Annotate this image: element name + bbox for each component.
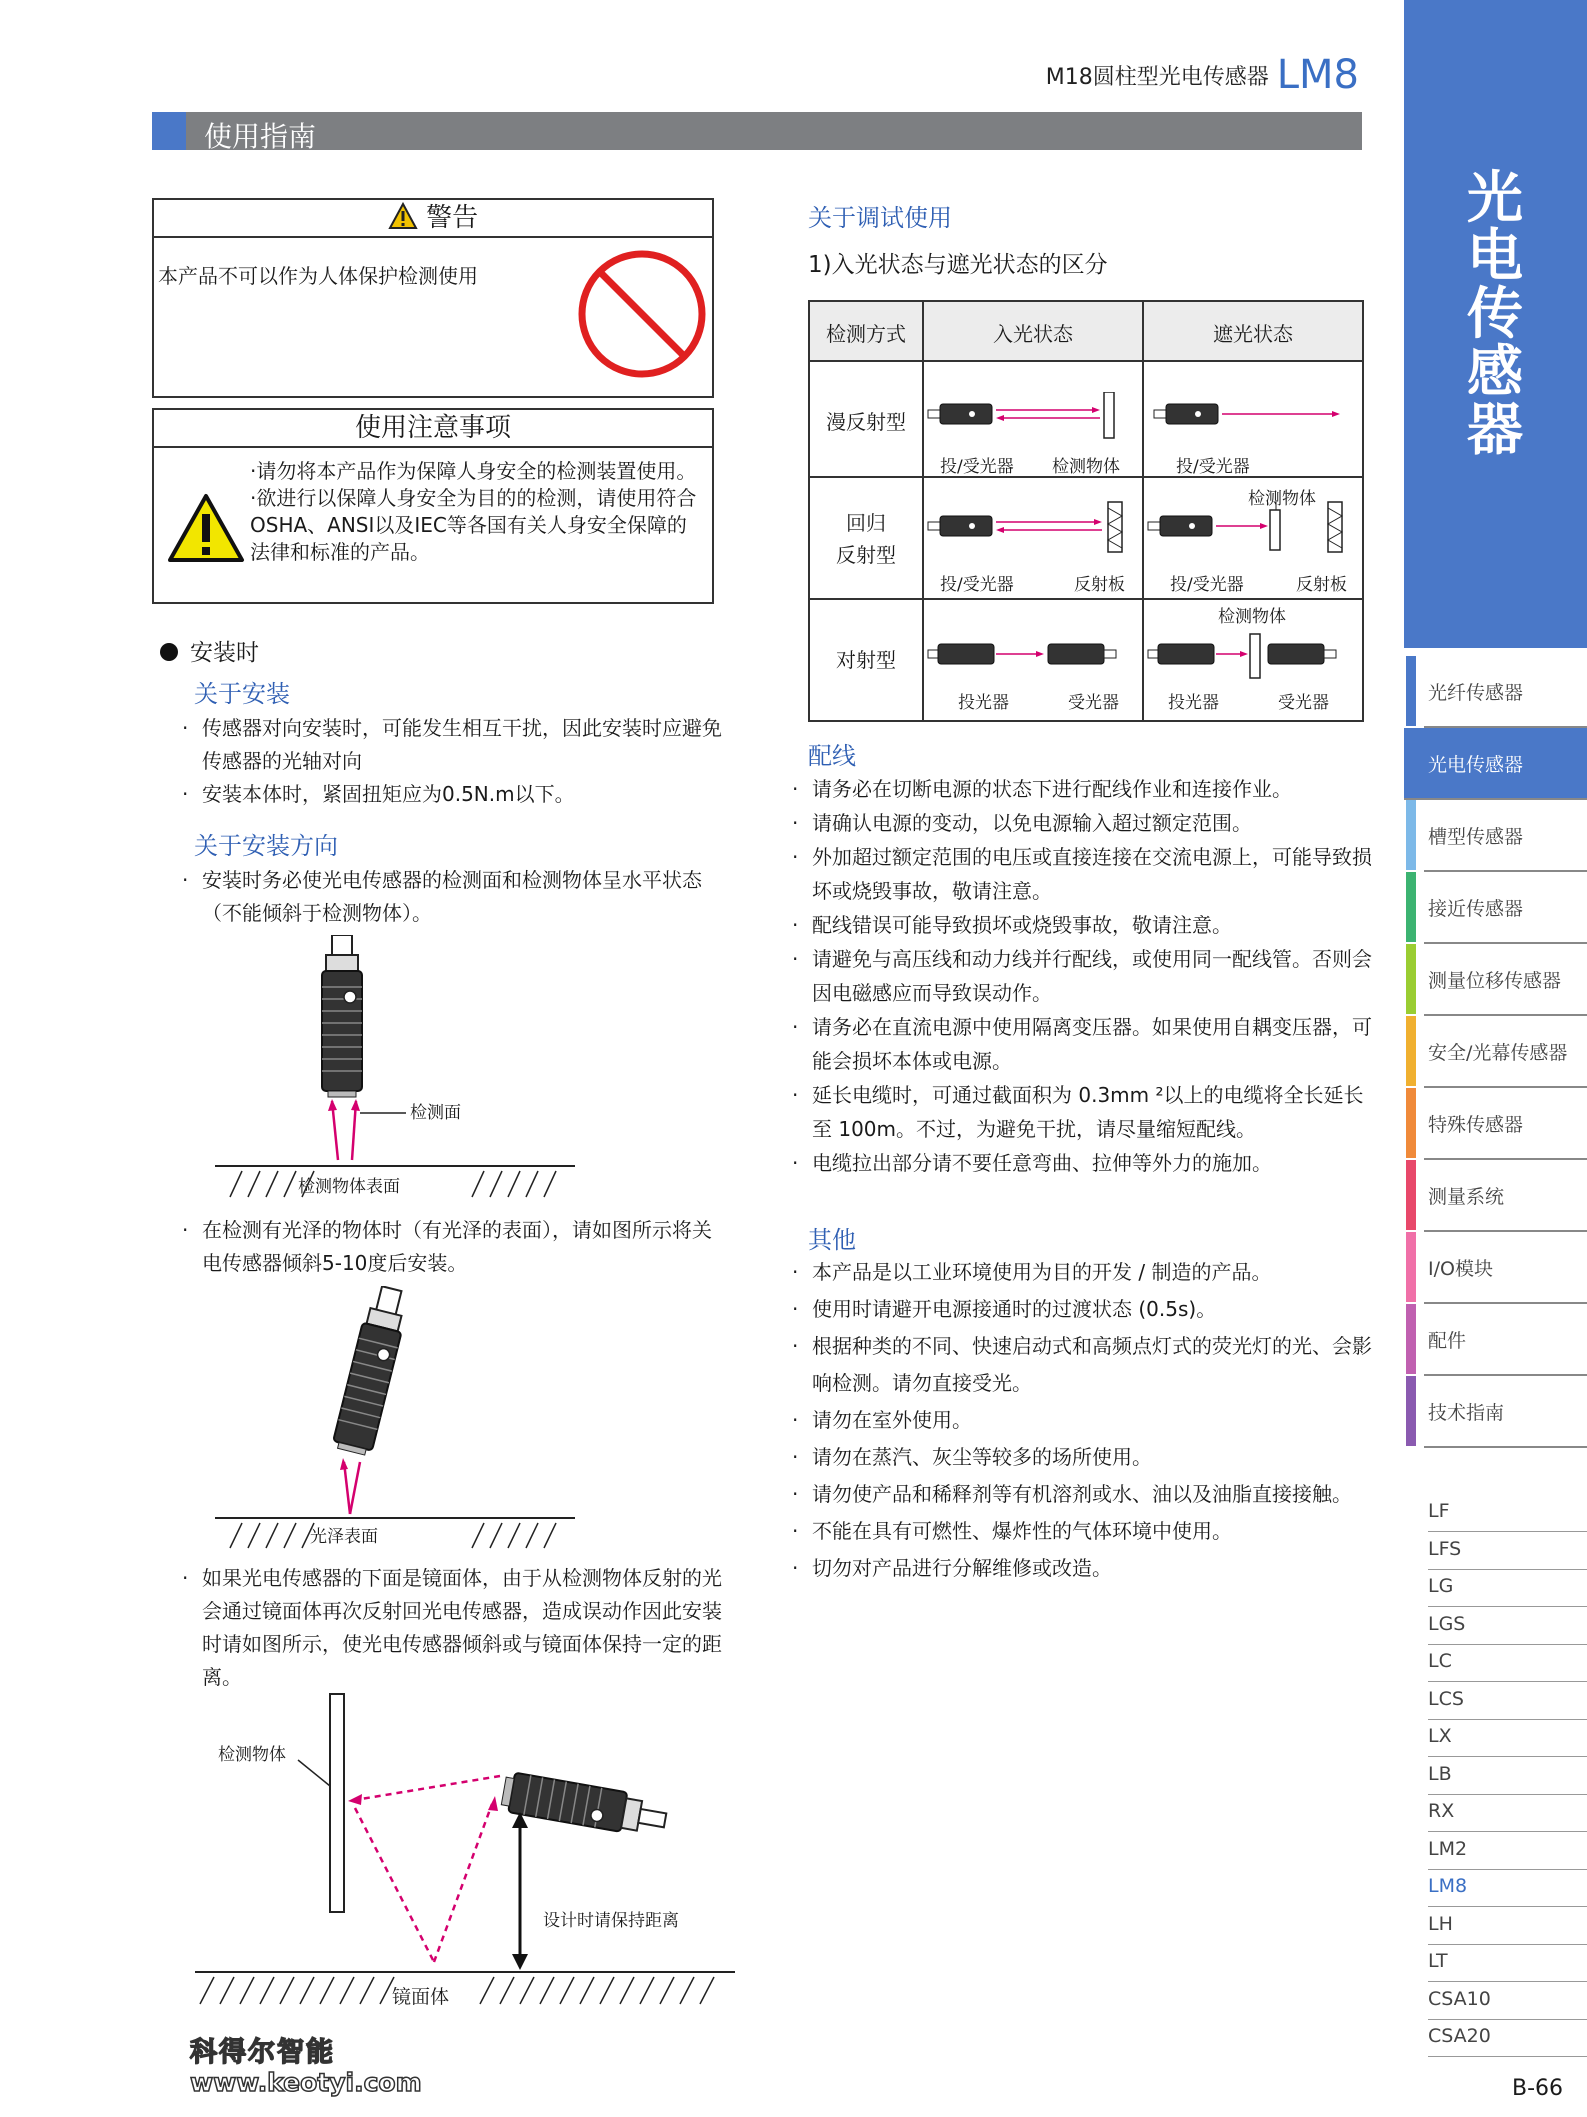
row-through-on-label-1: 投光器 xyxy=(958,693,1009,713)
other-list: · 本产品是以工业环境使用为目的开发 / 制造的产品。 · 使用时请避开电源接通时的过渡状态 (0.5s)。 · 根据种类的不同、快速启动式和高频点灯式的荧光灯的光、会影响检测。请勿直接受光。 · 请勿在室外使用。 · 请勿在蒸汽、灰尘等较多的场所使用。 · 请勿使产品和稀释剂等有机溶剂或水、油以及油脂直接接触。 · 不能在具有可燃性、爆炸性的气体环境中使用。 · 切勿对产品进行分解维修或改造。 xyxy=(792,1254,1376,1587)
sidebar-model-label: LF xyxy=(1428,1500,1450,1522)
row-through-off-label-1: 投光器 xyxy=(1168,693,1219,713)
sidebar-model-label: LG xyxy=(1428,1575,1454,1597)
through-on-diagram xyxy=(924,634,1142,674)
warning-triangle-icon xyxy=(388,202,418,230)
caution-icon xyxy=(166,492,246,564)
sidebar-model-label: LM8 xyxy=(1428,1875,1468,1897)
row-through-on-label-2: 受光器 xyxy=(1068,693,1119,713)
sidebar-category-item[interactable] xyxy=(1424,944,1587,1016)
model-name: LM8 xyxy=(1276,52,1359,98)
other-item-2: 使用时请避开电源接通时的过渡状态 (0.5s)。 xyxy=(812,1297,1217,1321)
other-item-3: 根据种类的不同、快速启动式和高频点灯式的荧光灯的光、会影响检测。请勿直接受光。 xyxy=(812,1334,1372,1395)
page-number: B-66 xyxy=(1512,2076,1564,2101)
bullet-dot-icon xyxy=(160,643,178,661)
fig1-label-face: 检测面 xyxy=(410,1103,461,1123)
caution-item-2: ·欲进行以保障人身安全为目的的检测，请使用符合OSHA、ANSI以及IEC等各国有关人身安全保障的法律和标准的产品。 xyxy=(250,486,697,564)
diffuse-off-diagram xyxy=(1144,392,1362,442)
warning-box xyxy=(152,198,714,398)
sidebar-model-label: CSA20 xyxy=(1428,2025,1491,2047)
sidebar-category-label: 光电传感器 xyxy=(1428,754,1524,776)
category-band-title: 光电传感器 xyxy=(1467,166,1523,463)
fig3-label-distance: 设计时请保持距离 xyxy=(543,1911,679,1931)
warning-title: 警告 xyxy=(426,203,479,233)
other-item-8: 切勿对产品进行分解维修或改造。 xyxy=(812,1556,1112,1580)
through-off-diagram xyxy=(1144,624,1362,684)
row-retro-off-label-1: 投/受光器 xyxy=(1170,575,1244,595)
category-color-stripe xyxy=(1406,800,1416,870)
sidebar-model-label: LB xyxy=(1428,1762,1452,1785)
sidebar-category-label: I/O模块 xyxy=(1428,1258,1493,1280)
sidebar-category-label: 接近传感器 xyxy=(1428,898,1524,920)
sidebar-model-item[interactable] xyxy=(1428,1982,1587,2020)
watermark-url: www.keotyi.com xyxy=(190,2068,422,2097)
retro-off-diagram xyxy=(1144,498,1362,558)
install-mirror-item: 如果光电传感器的下面是镜面体，由于从检测物体反射的光会通过镜面体再次反射回光电传感器，造成误动作因此安装时请如图所示，使光电传感器倾斜或与镜面体保持一定的距离。 xyxy=(202,1566,722,1689)
header-product-title xyxy=(1046,52,1359,98)
sidebar-model-label: LFS xyxy=(1428,1537,1462,1560)
other-item-6: 请勿使产品和稀释剂等有机溶剂或水、油以及油脂直接接触。 xyxy=(812,1482,1352,1506)
fig1-label-surface: 检测物体表面 xyxy=(298,1177,400,1197)
sidebar-model-item[interactable] xyxy=(1428,2019,1587,2057)
diffuse-on-diagram xyxy=(924,392,1142,442)
category-color-stripe xyxy=(1406,1232,1416,1302)
fig2-label: 光泽表面 xyxy=(310,1527,378,1547)
sidebar-category-item[interactable] xyxy=(1424,1376,1587,1448)
row-diffuse-method: 漫反射型 xyxy=(826,410,906,434)
wiring-item-3: 外加超过额定范围的电压或直接连接在交流电源上，可能导致损坏或烧毁事故，敬请注意。 xyxy=(812,845,1372,903)
row-through-method: 对射型 xyxy=(836,648,896,672)
section-title: 使用指南 xyxy=(204,120,317,153)
sidebar-category-label: 槽型传感器 xyxy=(1428,826,1524,848)
row-retro-method: 回归 反射型 xyxy=(836,511,896,567)
wiring-list: · 请务必在切断电源的状态下进行配线作业和连接作业。 · 请确认电源的变动，以免电源输入超过额定范围。 · 外加超过额定范围的电压或直接连接在交流电源上，可能导致损坏或烧毁事故，敬请注意。 · 配线错误可能导致损坏或烧毁事故，敬请注意。 · 请避免与高压线和动力线并行配线，或使用同一配线管。否则会因电磁感应而导致误动作。 · 请务必在直流电源中使用隔离变压器。如果使用自耦变压器，可能会损坏本体或电源。 · 延长电缆时，可通过截面积为 0.3mm ²以上的电缆将全长延长至 100m。不过，为避免干扰，请尽量缩短配线。 · 电缆拉出部分请不要任意弯曲、拉伸等外力的施加。 xyxy=(792,772,1376,1180)
sidebar-model-item[interactable] xyxy=(1428,1907,1587,1945)
sidebar-model-item[interactable] xyxy=(1428,1757,1587,1795)
row-through-off-top: 检测物体 xyxy=(1218,607,1286,627)
sidebar-model-label: LM2 xyxy=(1428,1837,1468,1860)
sidebar-model-item[interactable] xyxy=(1428,1532,1587,1570)
other-item-4: 请勿在室外使用。 xyxy=(812,1408,972,1432)
sidebar-category-item[interactable] xyxy=(1424,1304,1587,1376)
install-item-2: 安装本体时，紧固扭矩应为0.5N.m以下。 xyxy=(202,782,575,806)
debug-heading: 关于调试使用 xyxy=(808,204,952,232)
sidebar-category-item[interactable] xyxy=(1424,656,1587,728)
install-item-1: 传感器对向安装时，可能发生相互干扰，因此安装时应避免传感器的光轴对向 xyxy=(202,716,722,773)
sidebar-model-label: LH xyxy=(1428,1912,1453,1935)
sidebar-model-item[interactable] xyxy=(1428,1607,1587,1645)
sidebar-category-label: 技术指南 xyxy=(1428,1402,1505,1424)
category-color-stripe xyxy=(1406,1160,1416,1230)
install-heading: 安装时 xyxy=(190,640,259,666)
row-retro-off-top: 检测物体 xyxy=(1248,489,1316,509)
sidebar-model-item[interactable] xyxy=(1428,1494,1587,1532)
other-item-7: 不能在具有可燃性、爆炸性的气体环境中使用。 xyxy=(812,1519,1232,1543)
other-item-1: 本产品是以工业环境使用为目的开发 / 制造的产品。 xyxy=(812,1260,1272,1284)
watermark-name: 科得尔智能 xyxy=(190,2037,335,2068)
sidebar-model-item[interactable] xyxy=(1428,1644,1587,1682)
mode-table xyxy=(808,300,1364,722)
sidebar-model-item[interactable] xyxy=(1428,1569,1587,1607)
sidebar-category-item[interactable] xyxy=(1424,1016,1587,1088)
category-color-stripe xyxy=(1406,656,1416,726)
sidebar-model-item[interactable] xyxy=(1428,1794,1587,1832)
wiring-item-8: 电缆拉出部分请不要任意弯曲、拉伸等外力的施加。 xyxy=(812,1151,1272,1175)
prohibition-icon xyxy=(574,246,710,382)
install-sub1: 关于安装 xyxy=(194,680,290,708)
sidebar-model-label: LT xyxy=(1428,1950,1448,1972)
section-bar xyxy=(152,112,1362,153)
warning-text: 本产品不可以作为人体保护检测使用 xyxy=(158,264,478,288)
fig3-label-object: 检测物体 xyxy=(218,1745,286,1765)
category-color-stripe xyxy=(1406,872,1416,942)
row-through-off-label-2: 受光器 xyxy=(1278,693,1329,713)
sidebar-category-label: 安全/光幕传感器 xyxy=(1428,1042,1568,1064)
wiring-item-4: 配线错误可能导致损坏或烧毁事故，敬请注意。 xyxy=(812,913,1232,937)
row-retro-off-label-2: 反射板 xyxy=(1296,575,1347,595)
caution-box xyxy=(152,408,714,604)
sidebar-category-label: 特殊传感器 xyxy=(1428,1114,1524,1136)
table-header-off: 遮光状态 xyxy=(1213,322,1293,346)
wiring-item-2: 请确认电源的变动，以免电源输入超过额定范围。 xyxy=(812,811,1252,835)
sidebar-category-label: 光纤传感器 xyxy=(1428,682,1524,704)
wiring-item-5: 请避免与高压线和动力线并行配线，或使用同一配线管。否则会因电磁感应而导致误动作。 xyxy=(812,947,1372,1005)
sidebar-model-label: LCS xyxy=(1428,1687,1464,1710)
row-retro-on-label-1: 投/受光器 xyxy=(940,575,1014,595)
sidebar-model-item[interactable] xyxy=(1428,1832,1587,1870)
wiring-item-6: 请务必在直流电源中使用隔离变压器。如果使用自耦变压器，可能会损坏本体或电源。 xyxy=(812,1015,1372,1073)
sidebar-model-label: LX xyxy=(1428,1725,1452,1747)
sidebar-category-item[interactable] xyxy=(1404,728,1587,800)
other-item-5: 请勿在蒸汽、灰尘等较多的场所使用。 xyxy=(812,1445,1152,1469)
sidebar-category-item[interactable] xyxy=(1424,1088,1587,1160)
sidebar-category-label: 测量位移传感器 xyxy=(1428,970,1562,992)
sidebar-category-item[interactable] xyxy=(1424,1160,1587,1232)
table-header-method: 检测方式 xyxy=(826,322,906,346)
install-direction-item: 安装时务必使光电传感器的检测面和检测物体呈水平状态（不能倾斜于检测物体）。 xyxy=(202,868,702,925)
sidebar-model-label: LGS xyxy=(1428,1612,1466,1635)
category-color-stripe xyxy=(1406,944,1416,1014)
sidebar-model-label: CSA10 xyxy=(1428,1987,1491,2010)
figure-tilted-sensor xyxy=(210,1286,580,1556)
figure-mirror xyxy=(190,1690,740,2010)
caution-item-1: ·请勿将本产品作为保障人身安全的检测装置使用。 xyxy=(250,459,697,483)
other-heading: 其他 xyxy=(808,1226,856,1254)
debug-subheading: 1)入光状态与遮光状态的区分 xyxy=(808,252,1108,278)
wiring-item-1: 请务必在切断电源的状态下进行配线作业和连接作业。 xyxy=(812,777,1292,801)
table-header-on: 入光状态 xyxy=(993,322,1073,346)
sidebar-category-item[interactable] xyxy=(1424,1232,1587,1304)
row-diffuse-off-label-1: 投/受光器 xyxy=(1176,457,1250,477)
wiring-item-7: 延长电缆时，可通过截面积为 0.3mm ²以上的电缆将全长延长至 100m。不过，为避免干扰，请尽量缩短配线。 xyxy=(812,1083,1364,1141)
product-name: M18圆柱型光电传感器 xyxy=(1045,65,1269,90)
sidebar-model-item[interactable] xyxy=(1428,1944,1587,1982)
row-diffuse-on-label-2: 检测物体 xyxy=(1052,457,1120,477)
figure-vertical-sensor xyxy=(210,935,580,1205)
sidebar-model-item[interactable] xyxy=(1428,1869,1587,1907)
retro-on-diagram xyxy=(924,498,1142,558)
row-diffuse-on-label-1: 投/受光器 xyxy=(940,457,1014,477)
sidebar-model-item[interactable] xyxy=(1428,1719,1587,1757)
category-color-stripe xyxy=(1406,1016,1416,1086)
sidebar-category-label: 配件 xyxy=(1428,1330,1467,1352)
sidebar-model-label: LC xyxy=(1428,1650,1452,1672)
category-color-stripe xyxy=(1406,1088,1416,1158)
wiring-heading: 配线 xyxy=(808,742,856,770)
install-gloss-item: 在检测有光泽的物体时（有光泽的表面），请如图所示将关电传感器倾斜5-10度后安装。 xyxy=(202,1218,712,1275)
sidebar-category-item[interactable] xyxy=(1424,800,1587,872)
caution-title: 使用注意事项 xyxy=(154,410,712,448)
row-retro-on-label-2: 反射板 xyxy=(1074,575,1125,595)
sidebar-category-label: 测量系统 xyxy=(1428,1186,1505,1208)
sidebar-category-item[interactable] xyxy=(1424,872,1587,944)
category-color-stripe xyxy=(1406,1304,1416,1374)
category-color-stripe xyxy=(1406,1376,1416,1446)
sidebar-model-label: RX xyxy=(1428,1800,1455,1822)
sidebar-model-item[interactable] xyxy=(1428,1682,1587,1720)
install-sub2: 关于安装方向 xyxy=(194,832,338,860)
fig3-label-mirror: 镜面体 xyxy=(392,1986,450,2008)
